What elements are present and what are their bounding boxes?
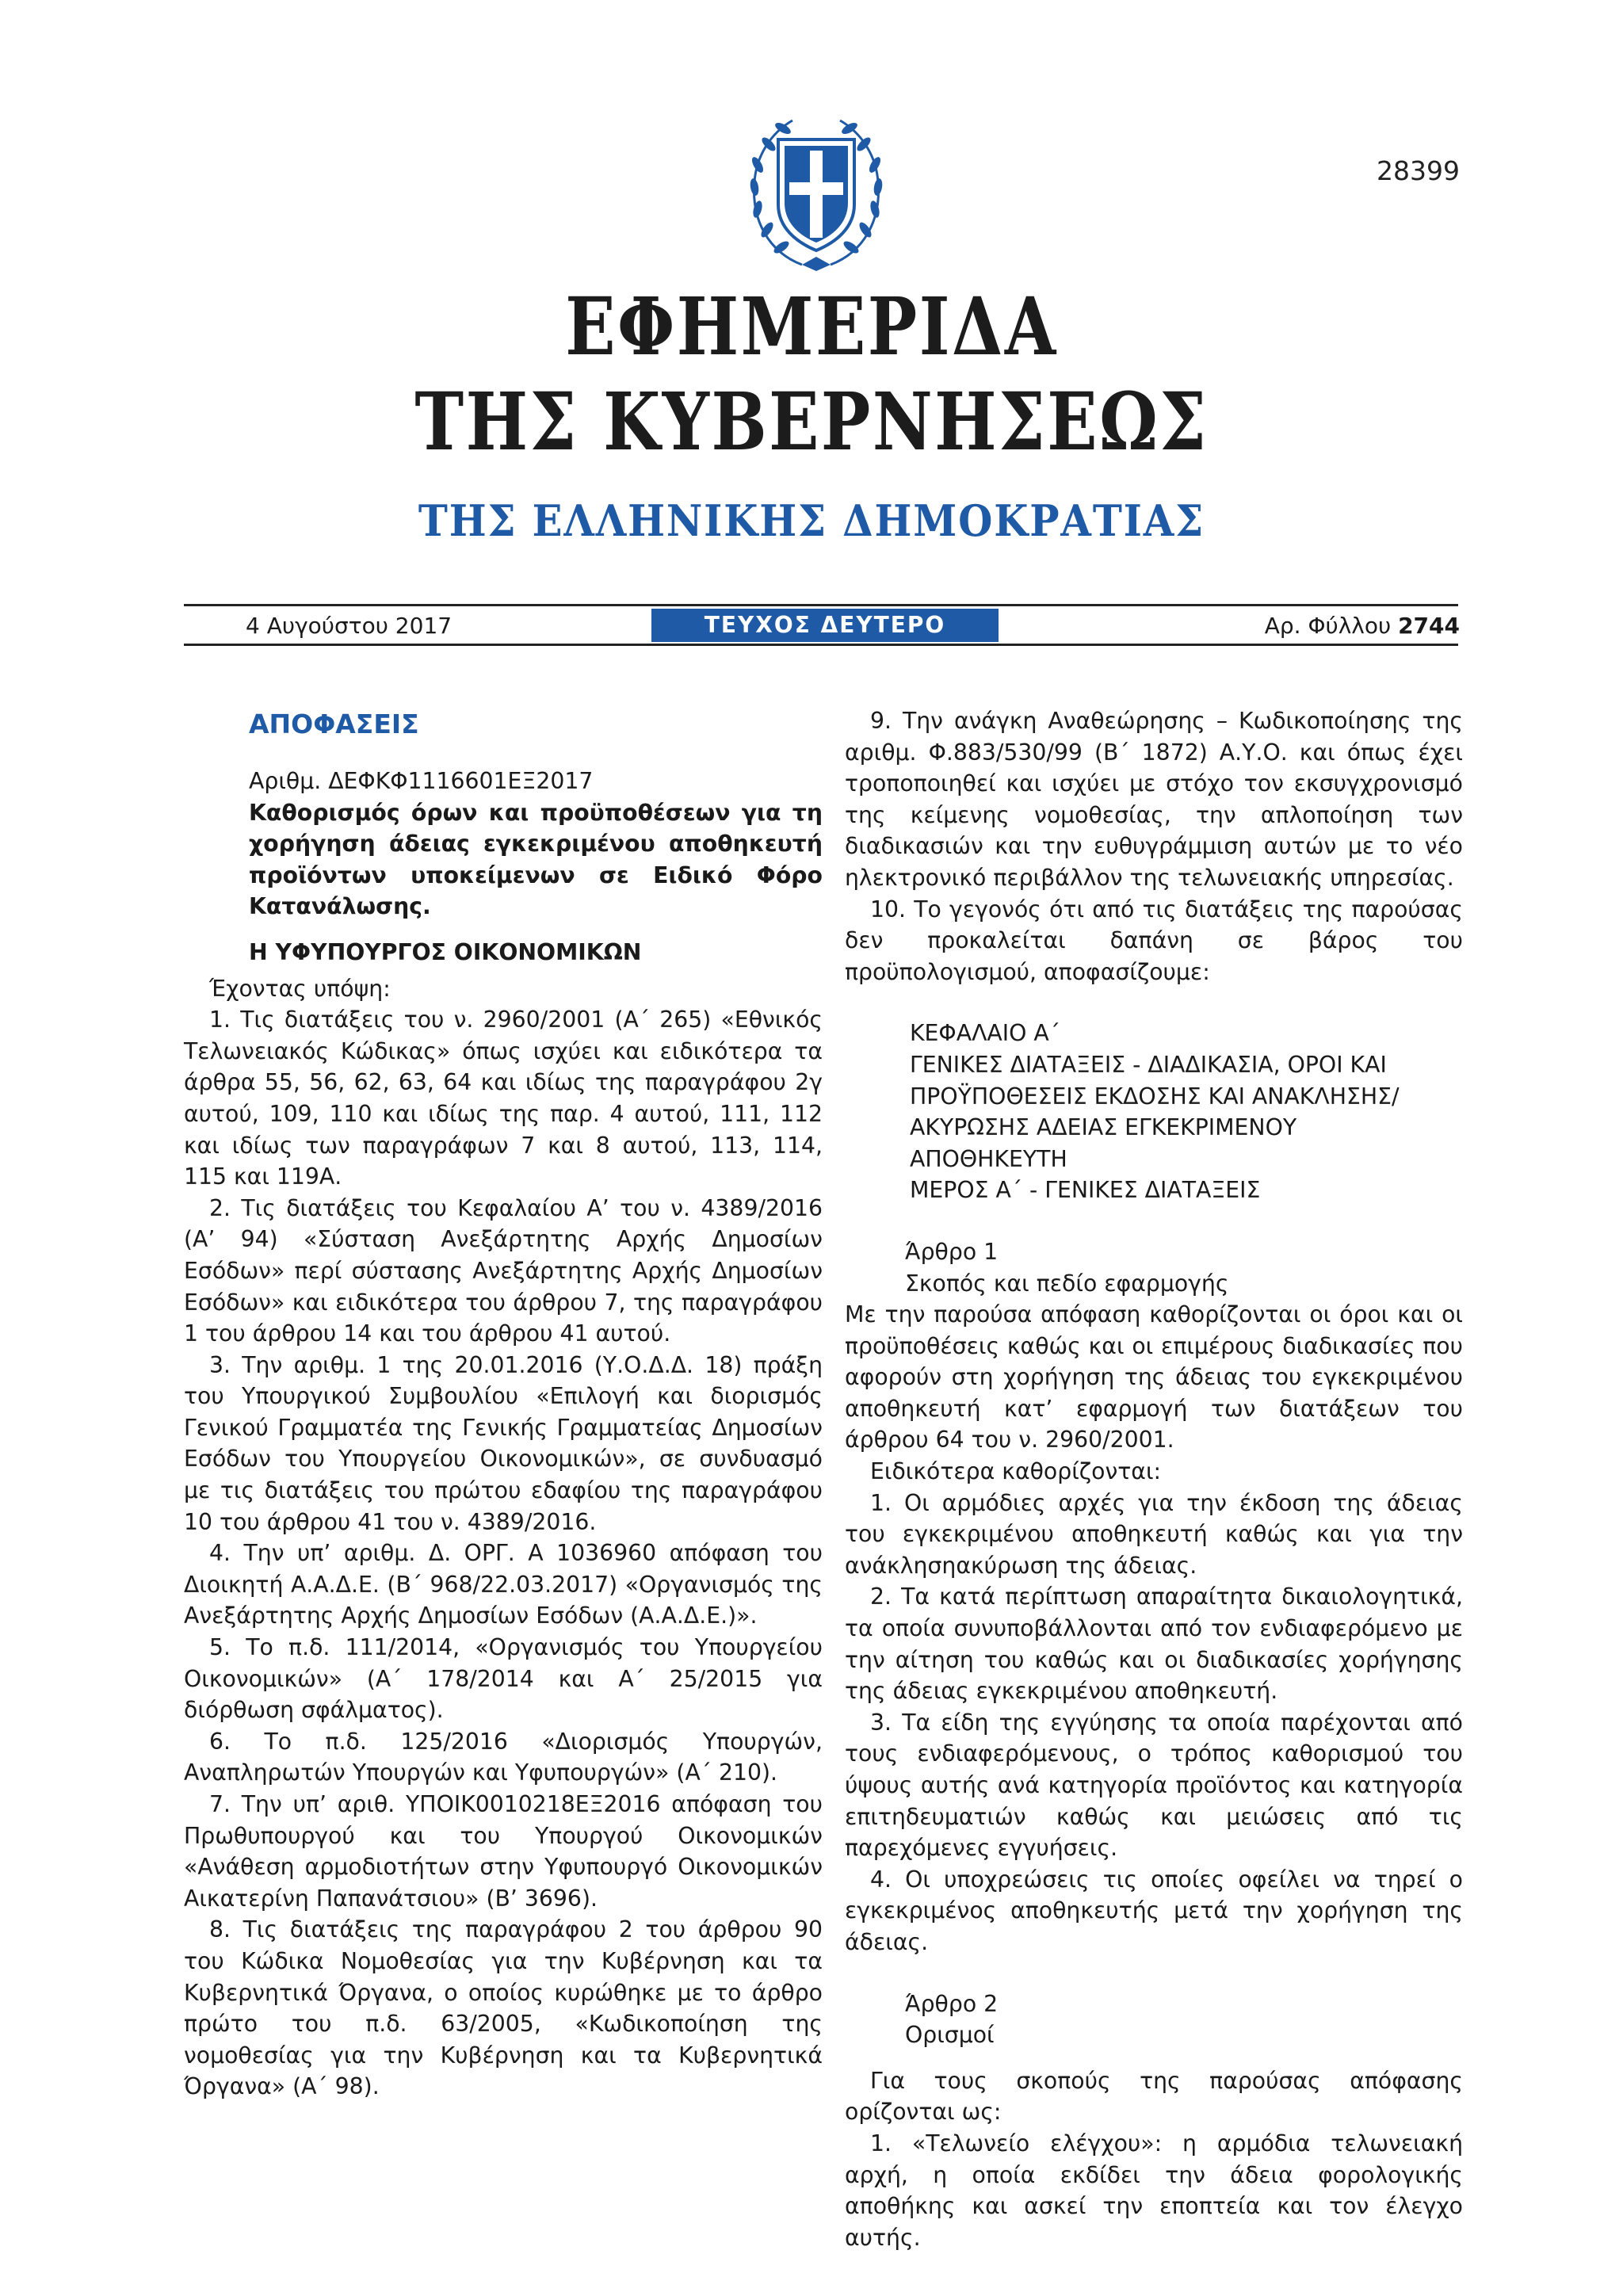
article-1-item-3: 3. Τα είδη της εγγύησης τα οποία παρέχονται από τους ενδιαφερόμενους, ο τρόπος καθορισμού του ύψους αυτής ανά κατηγορία προϊόντος και κατηγορία επιτηδευματιών καθώς και μειώσεις από τις παρεχόμενες εγγυήσεις. [845, 1709, 1463, 1862]
article-1-specifically: Ειδικότερα καθορίζονται: [870, 1458, 1162, 1485]
chapter-title-line4: ΑΠΟΘΗΚΕΥΤΗ [910, 1145, 1067, 1172]
article-1-intro: Με την παρούσα απόφαση καθορίζονται οι όροι και οι προϋποθέσεις καθώς και οι επιμέρους διαδικασίες που αφορούν στη χορήγηση της άδειας του εγκεκριμένου αποθηκευτή κατ’ εφαρμογή των διατάξεων του άρθρου 64 του ν. 2960/2001. [845, 1301, 1463, 1454]
part-label: ΜΕΡΟΣ Α΄ - ΓΕΝΙΚΕΣ ΔΙΑΤΑΞΕΙΣ [910, 1177, 1261, 1204]
sheet-number-value: 2744 [1398, 613, 1460, 639]
chapter-title-line2: ΠΡΟΫΠΟΘΕΣΕΙΣ ΕΚΔΟΣΗΣ ΚΑΙ ΑΝΑΚΛΗΣΗΣ/ [910, 1083, 1400, 1110]
recital-10: 10. Το γεγονός ότι από τις διατάξεις της παρούσας δεν προκαλείται δαπάνη σε βάρος του προϋπολογισμού, αποφασίζουμε: [845, 896, 1463, 985]
spacer [845, 1958, 1463, 1988]
article-1-item-4: 4. Οι υποχρεώσεις τις οποίες οφείλει να τηρεί ο εγκεκριμένος αποθηκευτής μετά την χορήγηση της άδειας. [845, 1866, 1463, 1955]
masthead-title-line1: ΕΦΗΜΕΡΙΔΑ [565, 280, 1058, 373]
article-2-intro: Για τους σκοπούς της παρούσας απόφασης ορίζονται ως: [845, 2067, 1463, 2126]
article-1-item-1: 1. Οι αρμόδιες αρχές για την έκδοση της άδειας του εγκεκριμένου αποθηκευτή καθώς και για την ανάκλησηακύρωση της άδειας. [845, 1489, 1463, 1579]
issue-label-badge: ΤΕΥΧΟΣ ΔΕΥΤΕΡΟ [651, 609, 999, 642]
sheet-number [1265, 610, 1460, 642]
article-1-item-2: 2. Τα κατά περίπτωση απαραίτητα δικαιολογητικά, τα οποία συνυποβάλλονται από τον ενδιαφερόμενο με την αίτηση του καθώς και οι διαδικασίες χορήγησης της άδειας εγκεκριμένου αποθηκευτή. [845, 1584, 1463, 1705]
recital-9: 9. Την ανάγκη Αναθεώρησης – Κωδικοποίησης της αριθμ. Φ.883/530/99 (Β΄ 1872) Α.Υ.Ο. και όπως έχει τροποποιηθεί και ισχύει με στόχο τον εκσυγχρονισμό της κείμενης νομοθεσίας, την απλοποίηση των διαδικασιών και την ευθυγράμμιση αυτών με το νέο ηλεκτρονικό περιβάλλον της τελωνειακής υπηρεσίας. [845, 708, 1463, 891]
issue-date: 4 Αυγούστου 2017 [246, 613, 453, 639]
greek-coat-of-arms-icon [747, 109, 886, 272]
recital-8: 8. Τις διατάξεις της παραγράφου 2 του άρθρου 90 του Κώδικα Νομοθεσίας για την Κυβέρνηση και τα Κυβερνητικά Όργανα, ο οποίος κυρώθηκε με το άρθρο πρώτο του π.δ. 63/2005, «Κωδικοποίηση της νομοθεσίας για την Κυβέρνηση και τα Κυβερνητικά Όργανα» (Α΄ 98). [184, 1916, 823, 2100]
masthead-subtitle: ΤΗΣ ΕΛΛΗΝΙΚΗΣ ΔΗΜΟΚΡΑΤΙΑΣ [418, 495, 1205, 546]
right-column [845, 705, 1463, 2253]
having-regard: Έχοντας υπόψη: [209, 975, 391, 1002]
chapter-label: ΚΕΦΑΛΑΙΟ Α΄ [910, 1020, 1060, 1047]
article-1-label: Άρθρο 1 [905, 1238, 999, 1265]
page-number: 28399 [1377, 155, 1460, 186]
recital-7: 7. Την υπ’ αριθ. ΥΠΟΙΚ0010218ΕΞ2016 απόφαση του Πρωθυπουργού και του Υπουργού Οικονομικών «Ανάθεση αρμοδιοτήτων στην Υφυπουργό Οικονομικών Αικατερίνη Παπανάτσιου» (Β’ 3696). [184, 1791, 823, 1912]
masthead-title-line2: ΤΗΣ ΚΥΒΕΡΝΗΣΕΩΣ [414, 375, 1209, 468]
spacer [845, 988, 1463, 1018]
issuing-authority: Η ΥΦΥΠΟΥΡΓΟΣ ΟΙΚΟΝΟΜΙΚΩΝ [249, 938, 642, 965]
recital-1: 1. Τις διατάξεις του ν. 2960/2001 (Α΄ 265) «Εθνικός Τελωνειακός Κώδικας» όπως ισχύει και ειδικότερα τα άρθρα 55, 56, 62, 63, 64 και ιδίως της παραγράφου 2γ αυτού, 109, 110 και ιδίως της παρ. 4 αυτού, 111, 112 και ιδίως των παραγράφων 7 και 8 αυτού, 113, 114, 115 και 119Α. [184, 1007, 823, 1190]
chapter-title-line1: ΓΕΝΙΚΕΣ ΔΙΑΤΑΞΕΙΣ - ΔΙΑΔΙΚΑΣΙΑ, ΟΡΟΙ ΚΑΙ [910, 1051, 1387, 1078]
article-2-title: Ορισμοί [905, 2022, 995, 2049]
recital-5: 5. Το π.δ. 111/2014, «Οργανισμός του Υπουργείου Οικονομικών» (Α΄ 178/2014 και Α΄ 25/2015 για διόρθωση σφάλματος). [184, 1634, 823, 1724]
recital-6: 6. Το π.δ. 125/2016 «Διορισμός Υπουργών, Αναπληρωτών Υπουργών και Υφυπουργών» (Α΄ 210). [184, 1728, 823, 1786]
section-heading: ΑΠΟΦΑΣΕΙΣ [249, 709, 419, 739]
sheet-number-label: Αρ. Φύλλου [1264, 613, 1399, 639]
recital-4: 4. Την υπ’ αριθμ. Δ. ΟΡΓ. Α 1036960 απόφαση του Διοικητή Α.Α.Δ.Ε. (Β΄ 968/22.03.2017) «Οργανισμός της Ανεξάρτητης Αρχής Δημοσίων Εσόδων (Α.Α.Δ.Ε.)». [184, 1540, 823, 1629]
decision-number: Αριθμ. ΔΕΦΚΦ1116601ΕΞ2017 [249, 768, 594, 794]
recital-2: 2. Τις διατάξεις του Κεφαλαίου Α’ του ν. 4389/2016 (Α’ 94) «Σύσταση Ανεξάρτητης Αρχής Δημοσίων Εσόδων» περί σύστασης Ανεξάρτητης Αρχής Δημοσίων Εσόδων» και ειδικότερα του άρθρου 7, της παραγράφου 1 του άρθρου 14 και του άρθρου 41 αυτού. [184, 1194, 823, 1347]
spacer [845, 1206, 1463, 1236]
header-rule-bottom [184, 644, 1458, 646]
article-2-item-1: 1. «Τελωνείο ελέγχου»: η αρμόδια τελωνειακή αρχή, η οποία εκδίδει την άδεια φορολογικής αποθήκης και ασκεί την εποπτεία και τον έλεγχο αυτής. [845, 2130, 1463, 2251]
header-rule-top [184, 604, 1458, 606]
spacer [845, 2051, 1463, 2065]
left-column [184, 705, 823, 2103]
article-1-title: Σκοπός και πεδίο εφαρμογής [905, 1270, 1229, 1297]
recital-3: 3. Την αριθμ. 1 της 20.01.2016 (Υ.Ο.Δ.Δ. 18) πράξη του Υπουργικού Συμβουλίου «Επιλογή και διορισμός Γενικού Γραμματέα της Γενικής Γραμματείας Δημοσίων Εσόδων του Υπουργείου Οικονομικών», σε συνδυασμό με τις διατάξεις του πρώτου εδαφίου της παραγράφου 10 του άρθρου 41 του ν. 4389/2016. [184, 1351, 823, 1535]
article-2-label: Άρθρο 2 [905, 1990, 999, 2017]
decision-title: Καθορισμός όρων και προϋποθέσεων για τη χορήγηση άδειας εγκεκριμένου αποθηκευτή προϊόντων υποκείμενων σε Ειδικό Φόρο Κατανάλωσης. [249, 799, 823, 920]
chapter-title-line3: ΑΚΥΡΩΣΗΣ ΑΔΕΙΑΣ ΕΓΚΕΚΡΙΜΕΝΟΥ [910, 1114, 1297, 1141]
